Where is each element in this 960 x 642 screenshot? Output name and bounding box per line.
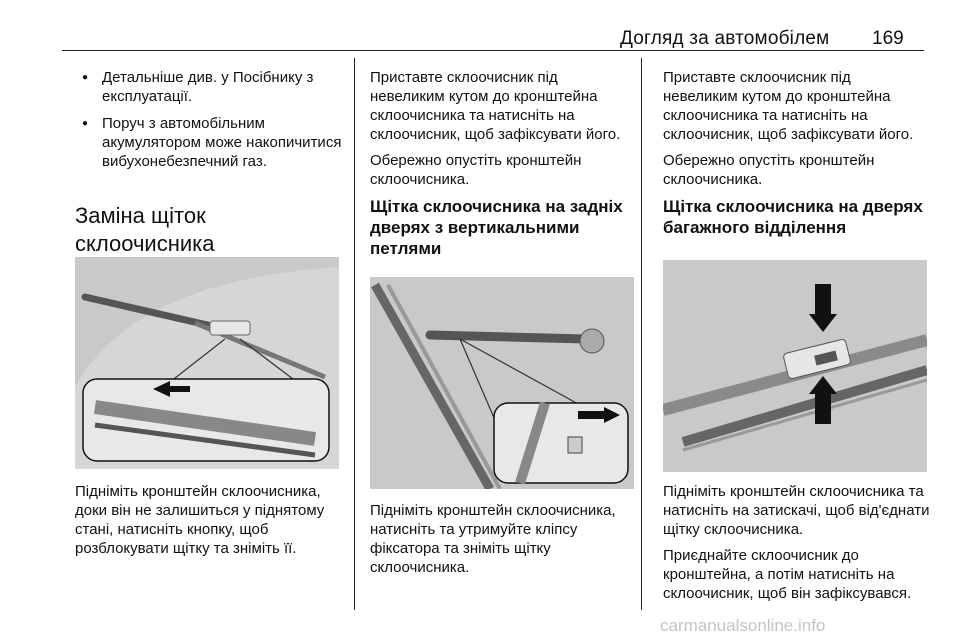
figure-caption: Підніміть кронштейн склоочисника та натисніть на затискачі, щоб від'єднати щітку склоочисника. — [663, 483, 930, 538]
right-caption-block — [663, 482, 933, 610]
paragraph: Приставте склоочисник під невеликим кутом до кронштейна склоочисника та натисніть на склоочисник, щоб зафіксувати його. — [370, 69, 621, 143]
right-column — [663, 68, 925, 246]
left-heading-block — [75, 202, 315, 258]
wiper-arm-figure — [75, 257, 339, 469]
bullet-list — [84, 68, 346, 171]
bullet-item: ● Детальніше див. у Посібнику з експлуатації. — [84, 68, 346, 106]
paragraph: Обережно опустіть кронштейн склоочисника. — [370, 152, 582, 188]
watermark: carmanualsonline.info — [660, 616, 826, 635]
middle-column — [370, 68, 632, 267]
page-title: Догляд за автомобілем — [620, 28, 830, 49]
rear-door-wiper-figure — [370, 277, 634, 489]
tailgate-wiper-figure — [663, 260, 927, 472]
header-divider — [62, 50, 924, 51]
column-divider-2 — [641, 58, 642, 610]
bullet-item: ● Поруч з автомобільним акумулятором може накопичитися вибухонебезпечний газ. — [84, 114, 346, 171]
paragraph: Обережно опустіть кронштейн склоочисника. — [663, 152, 875, 188]
paragraph: Приставте склоочисник під невеликим кутом до кронштейна склоочисника та натисніть на склоочисник, щоб зафіксувати його. — [663, 69, 914, 143]
section-heading: Заміна щіток склоочисника — [75, 203, 215, 256]
left-column — [84, 68, 346, 179]
column-divider-1 — [354, 58, 355, 610]
middle-caption-block — [370, 501, 640, 584]
figure-caption: Підніміть кронштейн склоочисника, доки він не залишиться у піднятому стані, натисніть кнопку, щоб розблокувати щітку та зніміть її. — [75, 483, 325, 557]
page-number: 169 — [872, 28, 904, 49]
section-heading: Щітка склоочисника на задніх дверях з вертикальними петлями — [370, 197, 623, 258]
section-heading: Щітка склоочисника на дверях багажного відділення — [663, 197, 923, 237]
figure-caption: Приєднайте склоочисник до кронштейна, а потім натисніть на склоочисник, щоб він зафіксувався. — [663, 547, 912, 602]
figure-caption: Підніміть кронштейн склоочисника, натисніть та утримуйте кліпсу фіксатора та зніміть щітку склоочисника. — [370, 502, 616, 576]
left-caption-block — [75, 482, 347, 565]
